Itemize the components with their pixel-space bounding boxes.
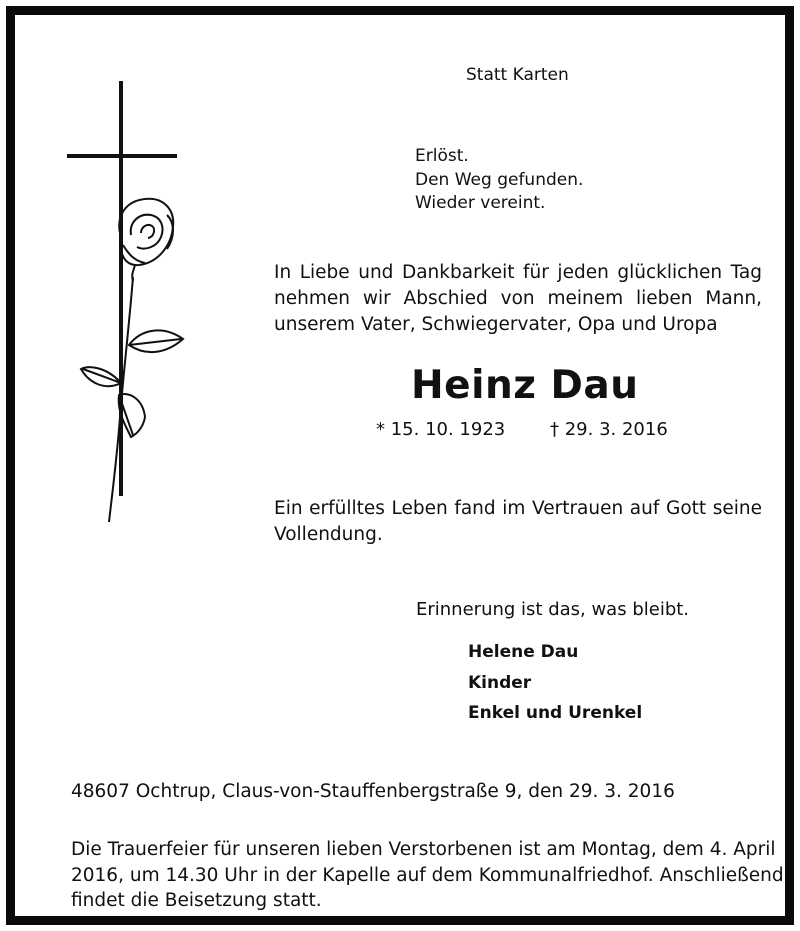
motto xyxy=(415,145,583,216)
memory-quote: Erinnerung ist das, was bleibt. xyxy=(416,599,690,620)
intro-line: nehmen wir Abschied von meinem lieben Mann, xyxy=(274,288,762,309)
obituary-frame xyxy=(6,6,794,925)
motto-line: Wieder vereint. xyxy=(415,193,546,213)
fulfilled-line: Vollendung. xyxy=(274,524,383,545)
birth-date: * 15. 10. 1923 xyxy=(376,419,506,440)
funeral-paragraph xyxy=(71,837,784,914)
death-date: † 29. 3. 2016 xyxy=(550,419,668,440)
motto-line: Den Weg gefunden. xyxy=(415,169,584,190)
mourners-list xyxy=(468,637,642,729)
header-text: Statt Karten xyxy=(466,65,569,85)
address-line: 48607 Ochtrup, Claus-von-Stauffenbergstraße 9, den 29. 3. 2016 xyxy=(71,781,675,802)
intro-line: unserem Vater, Schwiegervater, Opa und Uropa xyxy=(274,314,718,335)
cross-with-rose-icon xyxy=(63,77,193,527)
deceased-name: Heinz Dau xyxy=(411,363,639,408)
funeral-line: 2016, um 14.30 Uhr in der Kapelle auf dem Kommunalfriedhof. Anschließend xyxy=(71,864,784,886)
fulfilled-paragraph xyxy=(274,496,762,548)
mourner: Enkel und Urenkel xyxy=(468,703,643,723)
fulfilled-line: Ein erfülltes Leben fand im Vertrauen auf Gott seine xyxy=(274,498,762,519)
funeral-line: findet die Beisetzung statt. xyxy=(71,890,322,911)
intro-line: In Liebe und Dankbarkeit für jeden glücklichen Tag xyxy=(274,262,762,283)
intro-paragraph xyxy=(274,260,762,338)
motto-line: Erlöst. xyxy=(415,146,469,166)
mourner: Helene Dau xyxy=(468,642,579,662)
funeral-line: Die Trauerfeier für unseren lieben Verstorbenen ist am Montag, dem 4. April xyxy=(71,839,776,860)
mourner: Kinder xyxy=(468,672,532,693)
